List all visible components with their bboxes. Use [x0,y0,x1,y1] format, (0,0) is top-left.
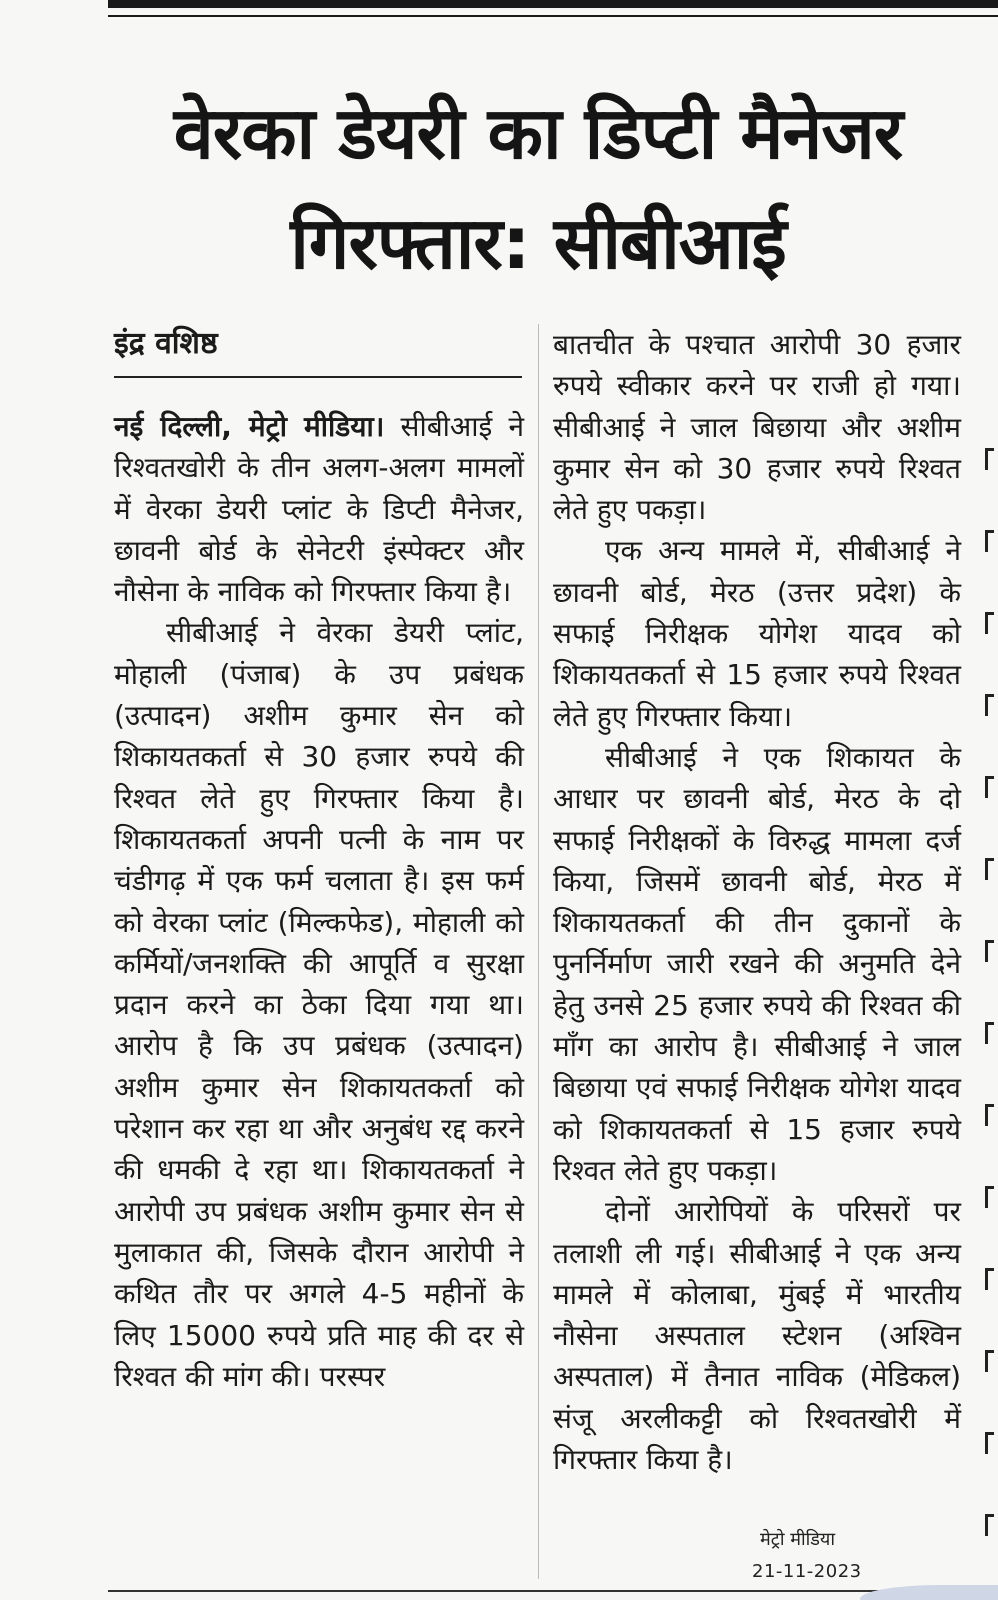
cropped-glyph [985,694,995,716]
cropped-glyph [985,940,995,962]
article-column-left [114,406,524,1397]
article-column-middle [553,324,961,1480]
cropped-adjacent-column [985,440,998,1580]
article-paragraph-1 [114,406,524,612]
cropped-glyph [985,1350,995,1372]
headline: वेरका डेयरी का डिप्टी मैनेजर गिरफ्तार: सीबीआई [173,91,903,285]
top-rule [108,0,998,8]
corner-shade [860,1585,998,1600]
cropped-glyph [985,1514,995,1536]
column-divider [538,324,539,1579]
cropped-glyph [985,448,995,470]
cropped-glyph [985,1186,995,1208]
cropped-glyph [985,612,995,634]
article-paragraph-2: सीबीआई ने वेरका डेयरी प्लांट, मोहाली (पंजाब) के उप प्रबंधक (उत्पादन) अशीम कुमार सेन को शिकायतकर्ता से 30 हजार रुपये की रिश्वत लेते हुए गिरफ्तार किया है। शिकायतकर्ता अपनी पत्नी के नाम पर चंडीगढ़ में एक फर्म चलाता है। इस फर्म को वेरका प्लांट (मिल्कफेड), मोहाली को कर्मियों/जनशक्ति की आपूर्ति व सुरक्षा प्रदान करने का ठेका दिया गया था। आरोप है कि उप प्रबंधक (उत्पादन) अशीम कुमार सेन शिकायतकर्ता को परेशान कर रहा था और अनुबंध रद्द करने की धमकी दे रहा था। शिकायतकर्ता ने आरोपी उप प्रबंधक अशीम कुमार सेन से मुलाकात की, जिसके दौरान आरोपी ने कथित तौर पर अगले 4-5 महीनों के लिए 15000 रुपये प्रति माह की दर से रिश्वत की मांग की। परस्पर [114,616,524,1393]
dateline: नई दिल्ली, मेट्रो मीडिया। [114,410,385,443]
bottom-rule [108,1590,998,1592]
cropped-glyph [985,530,995,552]
cropped-glyph [985,1022,995,1044]
article-paragraph-4: एक अन्य मामले में, सीबीआई ने छावनी बोर्ड, मेरठ (उत्तर प्रदेश) के सफाई निरीक्षक योगेश यादव को शिकायतकर्ता से 15 हजार रुपये रिश्वत लेते हुए गिरफ्तार किया। [553,534,961,733]
cropped-glyph [985,1268,995,1290]
cropped-glyph [985,1104,995,1126]
source-label: मेट्रो मीडिया [760,1529,836,1550]
source-date: 21-11-2023 [752,1561,862,1582]
cropped-glyph [985,776,995,798]
article-paragraph-1-text: सीबीआई ने रिश्वतखोरी के तीन अलग-अलग मामलों में वेरका डेयरी प्लांट के डिप्टी मैनेजर, छावनी बोर्ड के सेनेटरी इंस्पेक्टर और नौसेना के नाविक को गिरफ्तार किया है। [114,410,524,609]
article-paragraph-3: बातचीत के पश्चात आरोपी 30 हजार रुपये स्वीकार करने पर राजी हो गया। सीबीआई ने जाल बिछाया और अशीम कुमार सेन को 30 हजार रुपये रिश्वत लेते हुए पकड़ा। [553,328,961,527]
article-paragraph-5: सीबीआई ने एक शिकायत के आधार पर छावनी बोर्ड, मेरठ के दो सफाई निरीक्षकों के विरुद्ध मामला दर्ज किया, जिसमें छावनी बोर्ड, मेरठ में शिकायतकर्ता की तीन दुकानों के पुनर्निर्माण जारी रखने की अनुमति देने हेतु उनसे 25 हजार रुपये की रिश्वत की माँग का आरोप है। सीबीआई ने जाल बिछाया एवं सफाई निरीक्षक योगेश यादव को शिकायतकर्ता से 15 हजार रुपये रिश्वत लेते हुए पकड़ा। [553,740,961,1187]
byline: इंद्र वशिष्ठ [114,326,218,361]
top-rule-thin [108,15,998,17]
cropped-glyph [985,858,995,880]
article-paragraph-6: दोनों आरोपियों के परिसरों पर तलाशी ली गई। सीबीआई ने एक अन्य मामले में कोलाबा, मुंबई में भारतीय नौसेना अस्पताल स्टेशन (अश्विन अस्पताल) में तैनात नाविक (मेडिकल) संजू अरलीकट्टी को रिश्वतखोरी में गिरफ्तार किया है। [553,1195,961,1477]
cropped-glyph [985,1432,995,1454]
byline-rule [114,376,522,378]
